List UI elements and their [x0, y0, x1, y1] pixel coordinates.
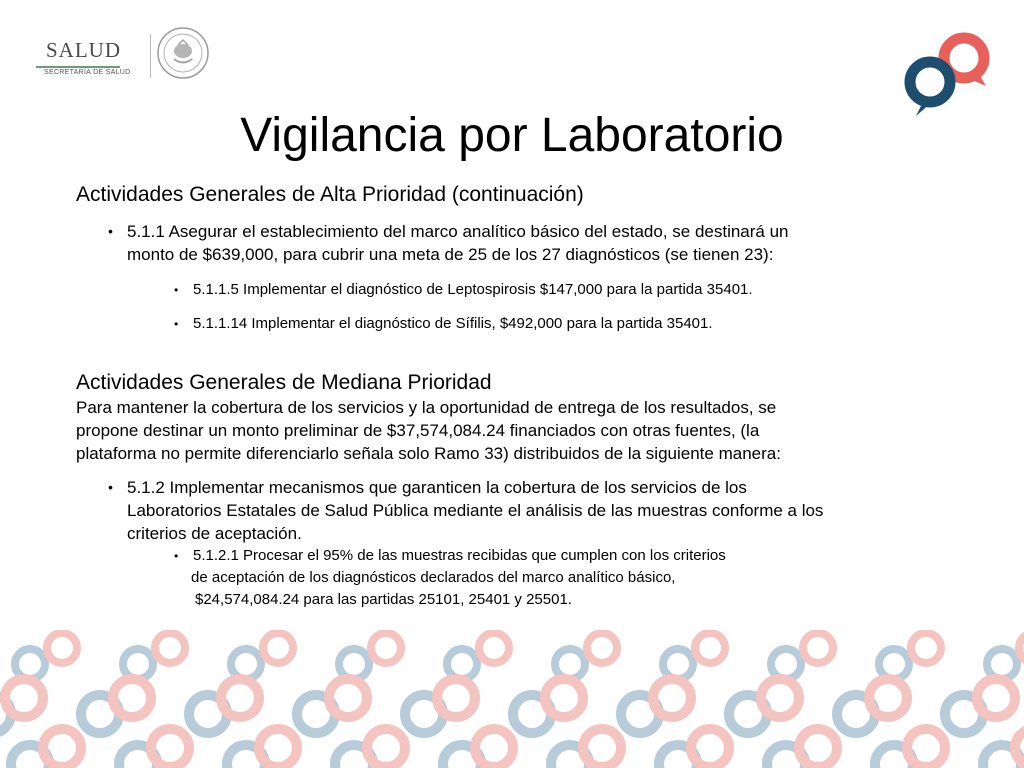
high-priority-list: [76, 220, 966, 266]
pattern-bubble-icon: [977, 679, 1015, 717]
pattern-bubble-icon: [803, 633, 833, 663]
pattern-bubble-icon: [259, 729, 297, 767]
high-priority-sublist: [76, 280, 966, 334]
salud-logo-subtitle: SECRETARÍA DE SALUD: [44, 69, 131, 76]
decorative-bubble-pattern: [0, 630, 1024, 768]
sublist-item-line: $24,574,084.24 para las partidas 25101, 25401 y 25501.: [195, 591, 572, 608]
medium-priority-paragraph: [76, 396, 966, 465]
salud-logo-word: SALUD: [46, 38, 122, 62]
section-heading-high-priority: Actividades Generales de Alta Prioridad (continuación): [76, 183, 584, 206]
slide-title: Vigilancia por Laboratorio: [240, 109, 784, 162]
paragraph-line: Para mantener la cobertura de los servicios y la oportunidad de entrega de los resultados, se: [76, 398, 777, 417]
pattern-bubble-icon: [113, 679, 151, 717]
pattern-bubble-icon: [1019, 633, 1024, 663]
sublist-item-5-1-1-5: • 5.1.1.5 Implementar el diagnóstico de Leptospirosis $147,000 para la partida 35401.: [76, 280, 966, 300]
pattern-bubble-icon: [329, 679, 367, 717]
pattern-bubble-icon: [799, 729, 837, 767]
pattern-bubble-icon: [479, 633, 509, 663]
pattern-bubble-icon: [761, 679, 799, 717]
pattern-bubble-icon: [583, 729, 621, 767]
linked-bubbles-logo-icon: [894, 28, 998, 118]
medium-priority-sublist: [76, 545, 966, 611]
list-item-line: 5.1.2 Implementar mecanismos que garanticen la cobertura de los servicios de los: [127, 478, 747, 497]
pattern-bubble-icon: [47, 633, 77, 663]
sublist-item-5-1-1-14: • 5.1.1.14 Implementar el diagnóstico de Sífilis, $492,000 para la partida 35401.: [76, 314, 966, 334]
list-item-line: monto de $639,000, para cubrir una meta de 25 de los 27 diagnósticos (se tienen 23):: [127, 245, 774, 264]
pattern-bubble-icon: [5, 679, 43, 717]
pattern-bubble-icon: [155, 633, 185, 663]
list-item-5-1-1: [76, 220, 966, 266]
coat-of-arms-seal-icon: [156, 26, 210, 80]
pattern-bubble-icon: [1015, 729, 1024, 767]
slide-content: [76, 182, 966, 611]
pattern-bubble-icon: [151, 729, 189, 767]
section-heading-medium-priority: Actividades Generales de Mediana Prioridad: [76, 371, 492, 394]
pattern-bubble-icon: [437, 679, 475, 717]
salud-logo-rule: [36, 66, 120, 68]
pattern-bubble-icon: [371, 633, 401, 663]
list-item-line: 5.1.1 Asegurar el establecimiento del marco analítico básico del estado, se destinará un: [127, 222, 789, 241]
medium-priority-list: [76, 476, 966, 545]
list-item-line: criterios de aceptación.: [127, 524, 302, 543]
pattern-bubble-icon: [221, 679, 259, 717]
list-item-5-1-2: [76, 476, 966, 545]
pattern-bubble-icon: [691, 729, 729, 767]
pattern-bubble-icon: [911, 633, 941, 663]
pattern-bubble-icon: [695, 633, 725, 663]
pattern-bubble-icon: [869, 679, 907, 717]
sublist-item-line: 5.1.2.1 Procesar el 95% de las muestras recibidas que cumplen con los criterios: [193, 547, 726, 564]
paragraph-line: propone destinar un monto preliminar de $37,574,084.24 financiados con otras fuentes, (la: [76, 421, 760, 440]
list-item-line: Laboratorios Estatales de Salud Pública mediante el análisis de las muestras conforme a los: [127, 501, 824, 520]
pattern-bubble-icon: [587, 633, 617, 663]
pattern-bubble-icon: [43, 729, 81, 767]
logo-separator: [150, 34, 151, 78]
sublist-item-line: de aceptación de los diagnósticos declarados del marco analítico básico,: [191, 569, 676, 586]
pattern-bubble-icon: [545, 679, 583, 717]
sublist-item-5-1-2-1: [76, 545, 966, 611]
pattern-bubble-icon: [653, 679, 691, 717]
paragraph-line: plataforma no permite diferenciarlo señala solo Ramo 33) distribuidos de la siguiente manera:: [76, 444, 781, 463]
pattern-bubble-icon: [475, 729, 513, 767]
pattern-bubble-icon: [367, 729, 405, 767]
pattern-bubble-icon: [263, 633, 293, 663]
pattern-bubble-icon: [907, 729, 945, 767]
